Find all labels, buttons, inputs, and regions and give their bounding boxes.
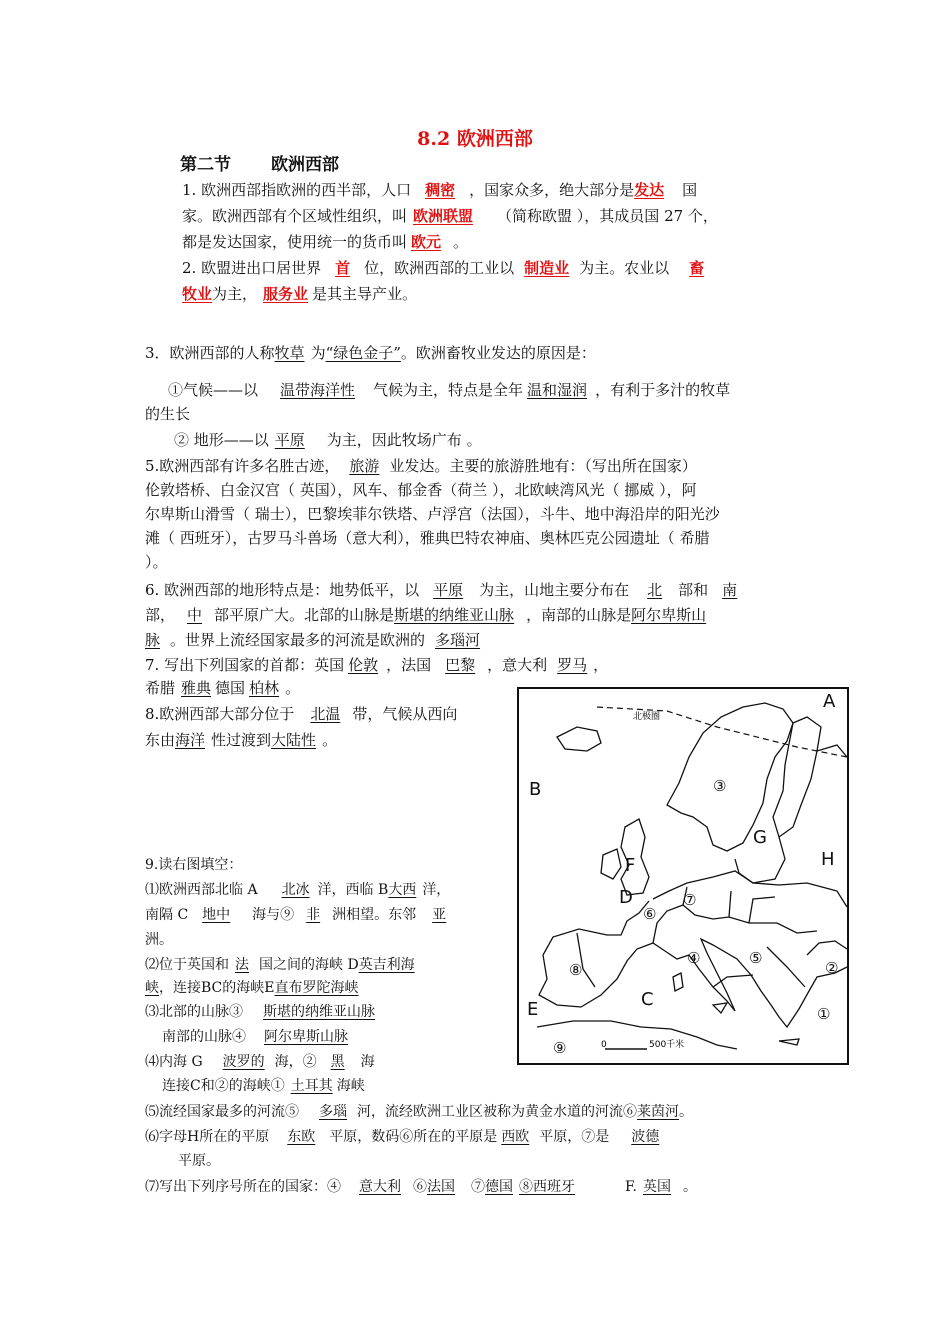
answer: 中: [187, 606, 203, 624]
answer: 牧业: [182, 285, 213, 303]
map-marker-1: ①: [817, 1005, 831, 1023]
q9-item4-line2: 连接C和②的海峡① 土耳其 海峡: [162, 1078, 365, 1094]
answer: 平原: [274, 431, 305, 449]
answer: 东欧: [287, 1129, 316, 1145]
answer: 直布罗陀海峡: [274, 980, 359, 996]
q6-line1: 6. 欧洲西部的地形特点是：地势低平，以 平原 为主，山地主要分布在 北 部和 南: [145, 581, 738, 599]
q9-item2-line2: 峡，连接BC的海峡E直布罗陀海峡: [145, 978, 376, 998]
map-marker-5: ⑤: [749, 949, 763, 967]
map-marker-6: ⑥: [643, 905, 657, 923]
answer: 伦敦: [348, 656, 379, 674]
answer: 斯堪的纳维亚山脉: [263, 1004, 375, 1020]
q8-line2: 东由海洋 性过渡到大陆性 。: [145, 731, 338, 749]
answer: 温带海洋性: [280, 381, 356, 399]
q5-line5: ）。: [145, 553, 168, 571]
answer: 南: [722, 581, 738, 599]
answer: 波罗的: [222, 1054, 265, 1070]
q9-item6-line1: ⑹字母H所在的平原 东欧 平原，数码⑥所在的平原是 西欧 平原，⑦是 波德: [145, 1129, 660, 1145]
map-marker-4: ④: [687, 949, 701, 967]
map-label-d: D: [619, 887, 633, 908]
q5-line1: 5.欧洲西部有许多名胜古迹， 旅游 业发达。主要的旅游胜地有：（写出所在国家）: [145, 457, 697, 475]
svg-text:0: 0: [601, 1040, 607, 1050]
answer: 亚: [432, 907, 447, 923]
section-heading: [180, 150, 339, 175]
q5-line3: 尔卑斯山滑雪（ 瑞士），巴黎埃菲尔铁塔、卢浮宫（法国），斗牛、地中海沿岸的阳光沙: [145, 505, 720, 523]
answer: 罗马: [557, 656, 588, 674]
q8-line1: 8.欧洲西部大部分位于 北温 带，气候从西向: [145, 705, 458, 723]
q5-line2: 伦敦塔桥、白金汉宫（ 英国），风车、郁金香（荷兰 ），北欧峡湾风光（ 挪威 ），阿: [145, 481, 697, 499]
map-marker-9: ⑨: [553, 1039, 567, 1057]
q9-item7: ⑺写出下列序号所在的国家：④ 意大利 ⑥法国 ⑦德国 ⑧西班牙 F. 英国 。: [145, 1179, 697, 1195]
q5-line4: 滩（ 西班牙），古罗马斗兽场（意大利），雅典巴特农神庙、奥林匹克公园遗址（ 希腊: [145, 529, 710, 547]
answer: 法: [235, 957, 249, 973]
answer: 德国: [485, 1179, 513, 1195]
answer: 大西: [388, 882, 417, 898]
answer: 莱茵河: [637, 1104, 679, 1120]
europe-map: [517, 687, 849, 1065]
q9-heading: 9.读右图填空：: [145, 857, 243, 873]
q9-item4-line1: ⑷内海 G 波罗的 海，② 黑 海: [145, 1054, 375, 1070]
page-title: 8.2 欧洲西部: [417, 128, 533, 150]
q3-line3: 的生长: [145, 405, 191, 423]
map-marker-3: ③: [713, 777, 727, 795]
answer: 欧洲联盟: [413, 207, 474, 225]
map-marker-8: ⑧: [569, 961, 583, 979]
q2-line1: 2. 欧盟进出口居世界 首 位，欧洲西部的工业以 制造业 为主。农业以 畜: [182, 259, 705, 277]
q9-item1-line3: 洲。: [145, 932, 173, 948]
answer: 海洋: [175, 731, 206, 749]
answer: 巴黎: [445, 656, 476, 674]
q1-line3: 都是发达国家，使用统一的货币叫 欧元 。: [182, 233, 469, 251]
q6-line3: 脉 。世界上流经国家最多的河流是欧洲的 多瑙河: [145, 631, 481, 649]
answer: 英吉利海: [358, 957, 415, 973]
answer: 地中: [202, 907, 231, 923]
map-label-a: A: [823, 691, 836, 712]
map-label-g: G: [753, 827, 767, 848]
q7-line1: 7. 写出下列国家的首都：英国 伦敦 ，法国 巴黎 ，意大利 罗马 ，: [145, 656, 609, 674]
answer: 欧元: [411, 233, 442, 251]
answer: 雅典: [181, 679, 212, 697]
answer: ⑧西班牙: [519, 1179, 575, 1195]
map-label-b: B: [529, 779, 542, 800]
answer: 首: [335, 259, 351, 277]
answer: 畜: [689, 259, 705, 277]
q6-line2: 部， 中 部平原广大。北部的山脉是斯堪的纳维亚山脉 ，南部的山脉是阿尔卑斯山: [145, 606, 707, 624]
section-number: 第二节: [180, 155, 231, 175]
svg-text:500千米: 500千米: [649, 1040, 685, 1050]
answer: 服务业: [263, 285, 309, 303]
map-label-h: H: [821, 849, 835, 870]
q3-line1: 3．欧洲西部的人称牧草 为“绿色金子”。欧洲畜牧业发达的原因是：: [145, 344, 596, 362]
answer: 牧草: [274, 344, 305, 362]
answer: 阿尔卑斯山脉: [264, 1029, 348, 1045]
q2-line2: 牧业为主， 服务业 是其主导产业。: [182, 285, 418, 303]
q9-item2-line1: ⑵位于英国和 法 国之间的海峡 D英吉利海: [145, 957, 415, 973]
answer: 平原: [433, 581, 464, 599]
answer: “绿色金子”: [325, 344, 401, 362]
answer: 北: [647, 581, 663, 599]
answer: 温和湿润: [527, 381, 588, 399]
arctic-circle-label: 北极圈: [633, 712, 661, 722]
answer: 多瑙河: [435, 631, 481, 649]
answer: 土耳其: [290, 1078, 333, 1094]
answer: 脉: [145, 631, 161, 649]
q7-line2: 希腊 雅典 德国 柏林 。: [145, 679, 301, 697]
answer: 斯堪的纳维亚山脉: [394, 606, 515, 624]
answer: 发达: [634, 181, 665, 199]
answer: 法国: [427, 1179, 455, 1195]
answer: 旅游: [349, 457, 380, 475]
map-marker-7: ⑦: [683, 891, 697, 909]
section-name: 欧洲西部: [271, 155, 339, 175]
q9-item6-line2: 平原。: [178, 1153, 220, 1169]
answer: 稠密: [425, 181, 456, 199]
q9-item1-line2: 南隔 C 地中 海与⑨ 非 洲相望。东邻 亚: [145, 907, 447, 923]
q3-line4: ② 地形——以 平原 为主，因此牧场广布 。: [174, 431, 482, 449]
map-marker-2: ②: [825, 959, 839, 977]
answer: 波德: [631, 1129, 660, 1145]
answer: 北温: [310, 705, 341, 723]
q3-line2: ①气候——以 温带海洋性 气候为主，特点是全年 温和湿润 ，有利于多汁的牧草: [168, 381, 731, 399]
answer: 柏林: [249, 679, 280, 697]
q1-line1: 1. 欧洲西部指欧洲的西半部，人口 稠密 ，国家众多，绝大部分是发达 国: [182, 181, 698, 199]
answer: 大陆性: [271, 731, 317, 749]
answer: 制造业: [524, 259, 570, 277]
q1-line2: 家。欧洲西部有个区域性组织，叫 欧洲联盟 （简称欧盟 ），其成员国 27 个，: [182, 207, 718, 225]
answer: 英国: [642, 1179, 671, 1195]
map-label-f: F: [625, 855, 636, 876]
q9-item1-line1: ⑴欧洲西部北临 A 北冰 洋，西临 B大西 洋，: [145, 882, 451, 898]
answer: 峡: [145, 980, 159, 996]
answer: 多瑙: [319, 1104, 347, 1120]
answer: 意大利: [359, 1179, 401, 1195]
q9-item3-line2: 南部的山脉④ 阿尔卑斯山脉: [162, 1027, 362, 1047]
q9-item5: ⑸流经国家最多的河流⑤ 多瑙 河，流经欧洲工业区被称为黄金水道的河流⑥莱茵河。: [145, 1104, 693, 1120]
q9-item3-line1: ⑶北部的山脉③ 斯堪的纳维亚山脉: [145, 1002, 387, 1022]
answer: 阿尔卑斯山: [631, 606, 707, 624]
map-label-e: E: [527, 999, 539, 1020]
map-label-c: C: [641, 989, 654, 1010]
answer: 非: [306, 907, 321, 923]
answer: 北冰: [281, 882, 310, 898]
answer: 黑: [330, 1054, 345, 1070]
answer: 西欧: [501, 1129, 530, 1145]
